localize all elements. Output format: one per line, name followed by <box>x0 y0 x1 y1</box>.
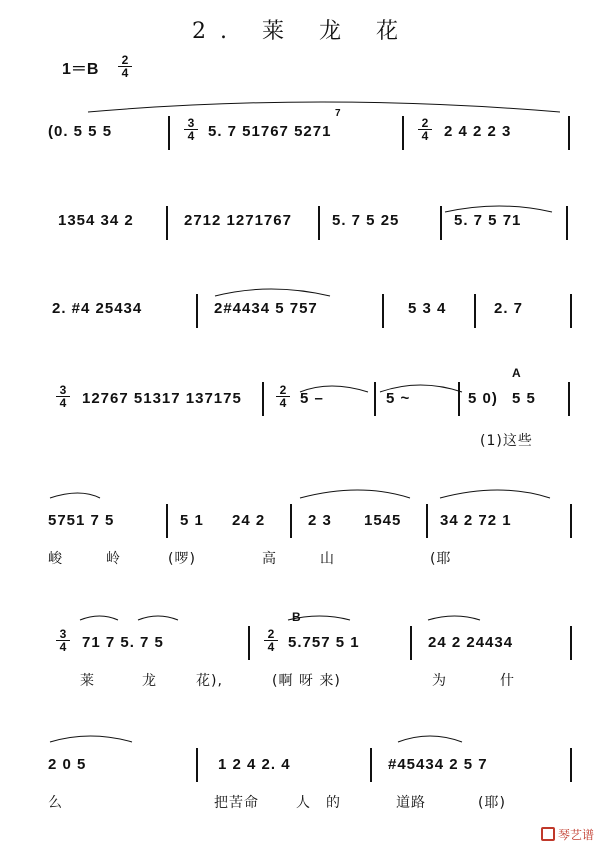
line5-measure4: 2 3 <box>308 512 332 529</box>
time-signature-2-4: $\frac{2}{4}$ <box>264 628 278 653</box>
barline <box>568 116 570 150</box>
line4-measure5: 5 5 <box>512 390 536 407</box>
line6-measure2: 5.757 5 1 <box>288 634 360 651</box>
lyric: 道路 <box>396 795 426 811</box>
line3-measure1: 2. #4 25434 <box>52 300 143 317</box>
barline <box>570 504 572 538</box>
barline <box>382 294 384 328</box>
barline <box>426 504 428 538</box>
barline <box>402 116 404 150</box>
time-signature-initial: $\frac{2}{4}$ <box>118 54 132 79</box>
logo-icon <box>541 827 555 841</box>
barline <box>290 504 292 538</box>
barline <box>458 382 460 416</box>
rehearsal-mark-b: B <box>292 610 301 624</box>
line5-measure2: 5 1 <box>180 512 204 529</box>
line5-measure3: 24 2 <box>232 512 266 529</box>
lyric: (耶) <box>478 795 506 811</box>
line1-measure2: 5. 7 51767 5271 <box>208 123 332 140</box>
time-signature-2-4: $\frac{2}{4}$ <box>418 117 432 142</box>
barline <box>570 748 572 782</box>
grace-note: 7 <box>335 108 341 119</box>
barline <box>570 626 572 660</box>
lyric: 把苦命 <box>214 795 259 811</box>
key-signature: 1＝B <box>62 61 99 78</box>
lyric: 人 <box>296 795 311 811</box>
lyric: 高 <box>262 551 277 567</box>
barline <box>166 504 168 538</box>
lyric: 么 <box>48 795 63 811</box>
time-signature-3-4: $\frac{3}{4}$ <box>184 117 198 142</box>
line5-measure1: 5751 7 5 <box>48 512 115 529</box>
line4-measure4: 5 0) <box>468 390 498 407</box>
line4-measure3: 5 ~ <box>386 390 411 407</box>
barline <box>566 206 568 240</box>
line5-measure5: 1545 <box>364 512 402 529</box>
barline <box>262 382 264 416</box>
lyric: 什 <box>500 673 515 689</box>
barline <box>568 382 570 416</box>
barline <box>196 294 198 328</box>
barline <box>410 626 412 660</box>
barline <box>248 626 250 660</box>
line4-measure2: 5 – <box>300 390 324 407</box>
rehearsal-mark-a: A <box>512 366 521 380</box>
barline <box>440 206 442 240</box>
barline <box>318 206 320 240</box>
lyric: 峻 <box>48 551 63 567</box>
lyric: 岭 <box>106 551 121 567</box>
line6-measure1: 71 7 5. 7 5 <box>82 634 164 651</box>
line2-measure2: 2712 1271767 <box>184 212 292 229</box>
lyric: 莱 <box>80 673 95 689</box>
barline <box>166 206 168 240</box>
line3-measure4: 2. 7 <box>494 300 524 317</box>
line4-measure1: 12767 51317 137175 <box>82 390 242 407</box>
line3-measure2: 2#4434 5 757 <box>214 300 318 317</box>
lyric: 为 <box>432 673 447 689</box>
line2-measure4: 5. 7 5 71 <box>454 212 522 229</box>
barline <box>168 116 170 150</box>
time-signature-3-4: $\frac{3}{4}$ <box>56 628 70 653</box>
line3-measure3: 5 3 4 <box>408 300 447 317</box>
line7-measure1: 2 0 5 <box>48 756 87 773</box>
watermark-logo: 琴艺谱 <box>541 826 594 843</box>
barline <box>196 748 198 782</box>
line5-measure6: 34 2 72 1 <box>440 512 512 529</box>
line1-measure3: 2 4 2 2 3 <box>444 123 512 140</box>
lyric: 的 <box>326 795 341 811</box>
barline <box>474 294 476 328</box>
line1-measure1: (0. 5 5 5 <box>48 123 113 140</box>
lyric: 花), <box>196 673 223 689</box>
barline <box>570 294 572 328</box>
line2-measure3: 5. 7 5 25 <box>332 212 400 229</box>
line2-measure1: 1354 34 2 <box>58 212 134 229</box>
lyric: 龙 <box>142 673 157 689</box>
verse-start-lyric: (1)这些 <box>480 433 533 449</box>
line7-measure2: 1 2 4 2. 4 <box>218 756 291 773</box>
time-signature-3-4: $\frac{3}{4}$ <box>56 384 70 409</box>
lyric: (啰) <box>168 551 196 567</box>
lyric: 山 <box>320 551 335 567</box>
barline <box>370 748 372 782</box>
lyric: (耶 <box>430 551 452 567</box>
lyric: (啊 呀 来) <box>272 673 341 689</box>
barline <box>374 382 376 416</box>
line6-measure3: 24 2 24434 <box>428 634 514 651</box>
line7-measure3: #45434 2 5 7 <box>388 756 488 773</box>
song-title: 2. 莱 龙 花 <box>192 19 412 44</box>
time-signature-2-4: $\frac{2}{4}$ <box>276 384 290 409</box>
